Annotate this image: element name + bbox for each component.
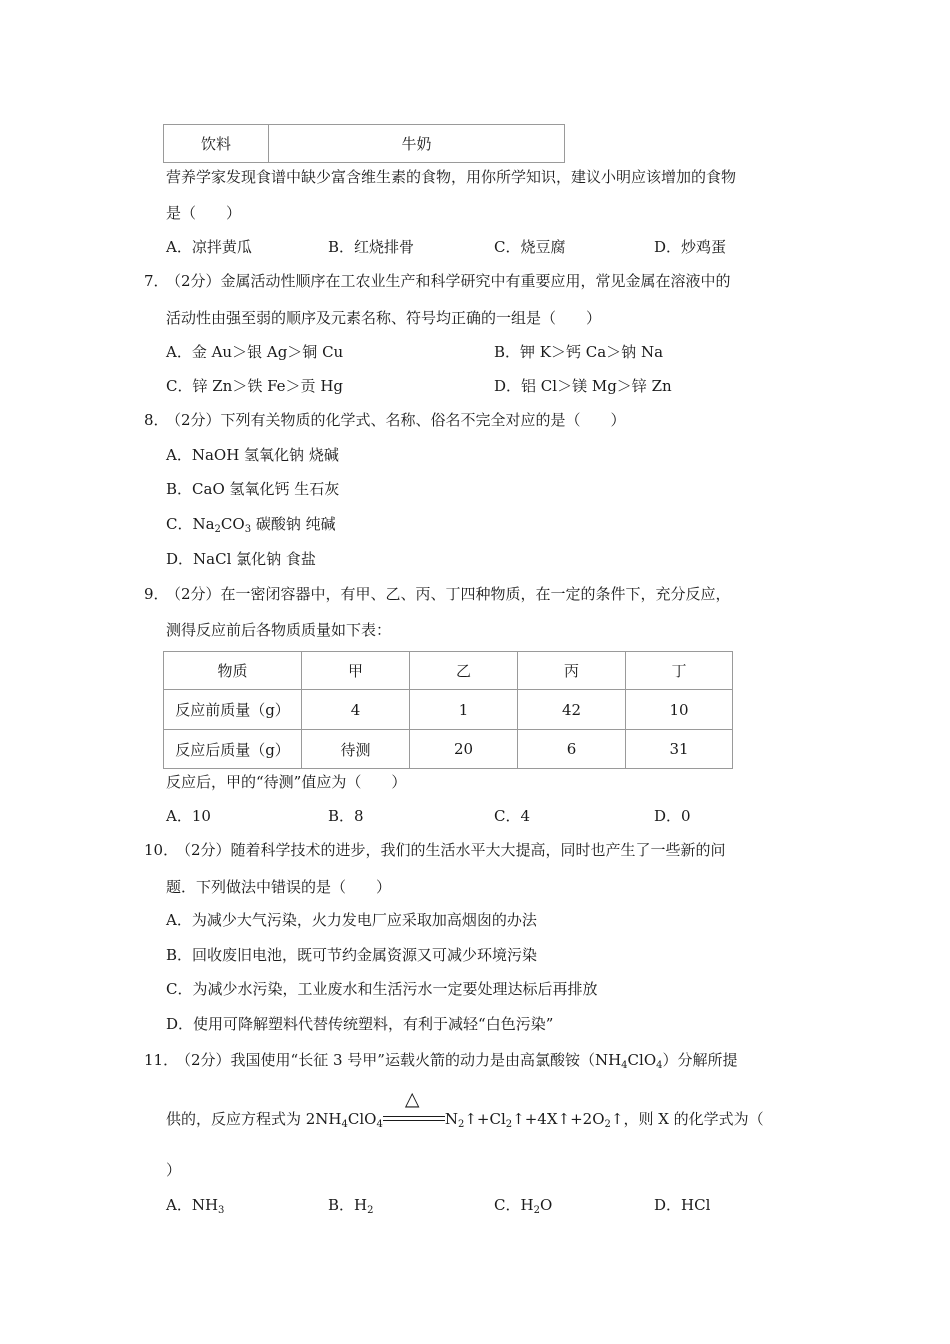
q6-option-a: A．凉拌黄瓜 — [166, 238, 252, 256]
option-sub: 2 — [533, 1205, 540, 1216]
q10-number: 10． — [144, 841, 179, 859]
mass-table-header: 物质 — [164, 652, 302, 690]
q9-option-b: B．8 — [328, 807, 364, 825]
q7-option-d: D．铝 Cl＞镁 Mg＞锌 Zn — [494, 377, 672, 395]
option-text: O — [539, 1196, 553, 1214]
q10-option-c: C．为减少水污染，工业废水和生活污水一定要处理达标后再排放 — [166, 980, 598, 998]
q8-option-c — [166, 514, 336, 540]
q9-after-table: 反应后，甲的“待测”值应为（ ） — [166, 773, 407, 791]
q11-option-a — [166, 1195, 224, 1221]
diet-table-label-cell: 饮料 — [164, 125, 269, 163]
q11-number: 11． — [144, 1051, 179, 1069]
diet-table — [163, 124, 565, 163]
equation-sub: 2 — [604, 1119, 611, 1130]
q9-line2: 测得反应前后各物质质量如下表： — [166, 621, 392, 639]
q8-option-a: A．NaOH 氢氧化钠 烧碱 — [166, 446, 339, 464]
table-cell: 待测 — [302, 730, 410, 769]
option-text: B．H — [328, 1196, 368, 1214]
q8-option-c-mid: CO — [220, 515, 245, 533]
q6-option-b: B．红烧排骨 — [328, 238, 415, 256]
q9-option-a: A．10 — [166, 807, 211, 825]
mass-table-header: 乙 — [410, 652, 518, 690]
option-sub: 2 — [367, 1205, 374, 1216]
q8-option-c-rest: 碳酸钠 纯碱 — [251, 515, 336, 533]
mass-table-header: 丁 — [626, 652, 733, 690]
q8-line1: （2分）下列有关物质的化学式、名称、俗名不完全对应的是（ ） — [166, 411, 626, 429]
q8-option-c-sub2: 3 — [244, 524, 252, 535]
q9-option-d: D．0 — [654, 807, 691, 825]
q10-line1: （2分）随着科学技术的进步，我们的生活水平大大提高，同时也产生了一些新的问 — [176, 841, 726, 859]
mass-table — [163, 651, 733, 769]
q10-option-d: D．使用可降解塑料代替传统塑料，有利于减轻“白色污染” — [166, 1015, 554, 1033]
table-cell: 10 — [626, 690, 733, 730]
q11-option-d: D．HCl — [654, 1196, 711, 1214]
equals-line — [383, 1116, 445, 1117]
option-sub: 3 — [218, 1205, 225, 1216]
q7-number: 7． — [144, 272, 169, 290]
equation-sub: 2 — [505, 1119, 513, 1130]
equation-text: ↑+Cl — [464, 1110, 506, 1128]
reaction-arrow — [383, 1088, 445, 1129]
q7-option-a: A．金 Au＞银 Ag＞铜 Cu — [166, 343, 344, 361]
q11-line1-text: （2分）我国使用“长征 3 号甲”运载火箭的动力是由高氯酸铵（NH — [176, 1051, 622, 1069]
q10-option-a: A．为减少大气污染，火力发电厂应采取加高烟囱的办法 — [166, 911, 537, 929]
q8-number: 8． — [144, 411, 169, 429]
q9-line1: （2分）在一密闭容器中，有甲、乙、丙、丁四种物质，在一定的条件下，充分反应， — [166, 585, 731, 603]
table-cell: 6 — [518, 730, 626, 769]
q8-option-d: D．NaCl 氯化钠 食盐 — [166, 550, 316, 568]
equation-sub: 4 — [376, 1119, 383, 1130]
q11-line3: ） — [166, 1161, 182, 1179]
table-cell: 4 — [302, 690, 410, 730]
q6-line1: 营养学家发现食谱中缺少富含维生素的食物，用你所学知识，建议小明应该增加的食物 — [166, 168, 737, 186]
heat-condition-icon: △ — [404, 1088, 420, 1110]
mass-table-header: 甲 — [302, 652, 410, 690]
q7-option-b: B．钾 K＞钙 Ca＞钠 Na — [494, 343, 664, 361]
q7-option-c: C．锌 Zn＞铁 Fe＞贡 Hg — [166, 377, 344, 395]
q8-option-c-sub1: 2 — [214, 524, 221, 535]
table-row — [164, 690, 733, 730]
q7-line1: （2分）金属活动性顺序在工农业生产和科学研究中有重要应用，常见金属在溶液中的 — [166, 272, 731, 290]
q8-option-b: B．CaO 氢氧化钙 生石灰 — [166, 480, 340, 498]
equation-text: ↑，则 X 的化学式为（ — [610, 1110, 764, 1128]
table-row — [164, 730, 733, 769]
q7-line2: 活动性由强至弱的顺序及元素名称、符号均正确的一组是（ ） — [166, 309, 602, 327]
q11-line1-text: ClO — [627, 1051, 657, 1069]
q11-line1-sub: 4 — [621, 1060, 628, 1071]
q9-number: 9． — [144, 585, 169, 603]
table-cell: 反应前质量（g） — [164, 690, 302, 730]
equation-text: N — [444, 1110, 458, 1128]
table-cell: 反应后质量（g） — [164, 730, 302, 769]
q10-option-b: B．回收废旧电池，既可节约金属资源又可减少环境污染 — [166, 946, 538, 964]
equation-sub: 4 — [341, 1119, 348, 1130]
equation-sub: 2 — [457, 1119, 465, 1130]
table-cell: 1 — [410, 690, 518, 730]
q10-line2: 题．下列做法中错误的是（ ） — [166, 878, 392, 896]
diet-table-value-cell: 牛奶 — [269, 125, 565, 163]
equation-text: ↑+4X↑+2O — [512, 1110, 605, 1128]
mass-table-header: 丙 — [518, 652, 626, 690]
equals-line — [383, 1120, 445, 1121]
table-cell: 31 — [626, 730, 733, 769]
table-cell: 20 — [410, 730, 518, 769]
table-cell: 42 — [518, 690, 626, 730]
equation-text: ClO — [347, 1110, 377, 1128]
q8-option-c-prefix: C．Na — [166, 515, 215, 533]
q11-equation-line — [166, 1088, 764, 1135]
q6-line2: 是（ ） — [166, 204, 242, 222]
q6-option-d: D．炒鸡蛋 — [654, 238, 727, 256]
q11-option-b — [328, 1195, 373, 1221]
equation-text: 供的，反应方程式为 2NH — [166, 1110, 342, 1128]
option-text: A．NH — [166, 1196, 219, 1214]
q11-option-c — [494, 1195, 552, 1221]
q6-option-c: C．烧豆腐 — [494, 238, 566, 256]
q9-option-c: C．4 — [494, 807, 531, 825]
option-text: C．H — [494, 1196, 534, 1214]
q11-line1-sub: 4 — [656, 1060, 663, 1071]
q11-line1-text: ）分解所提 — [662, 1051, 738, 1069]
q11-line1 — [176, 1050, 738, 1076]
